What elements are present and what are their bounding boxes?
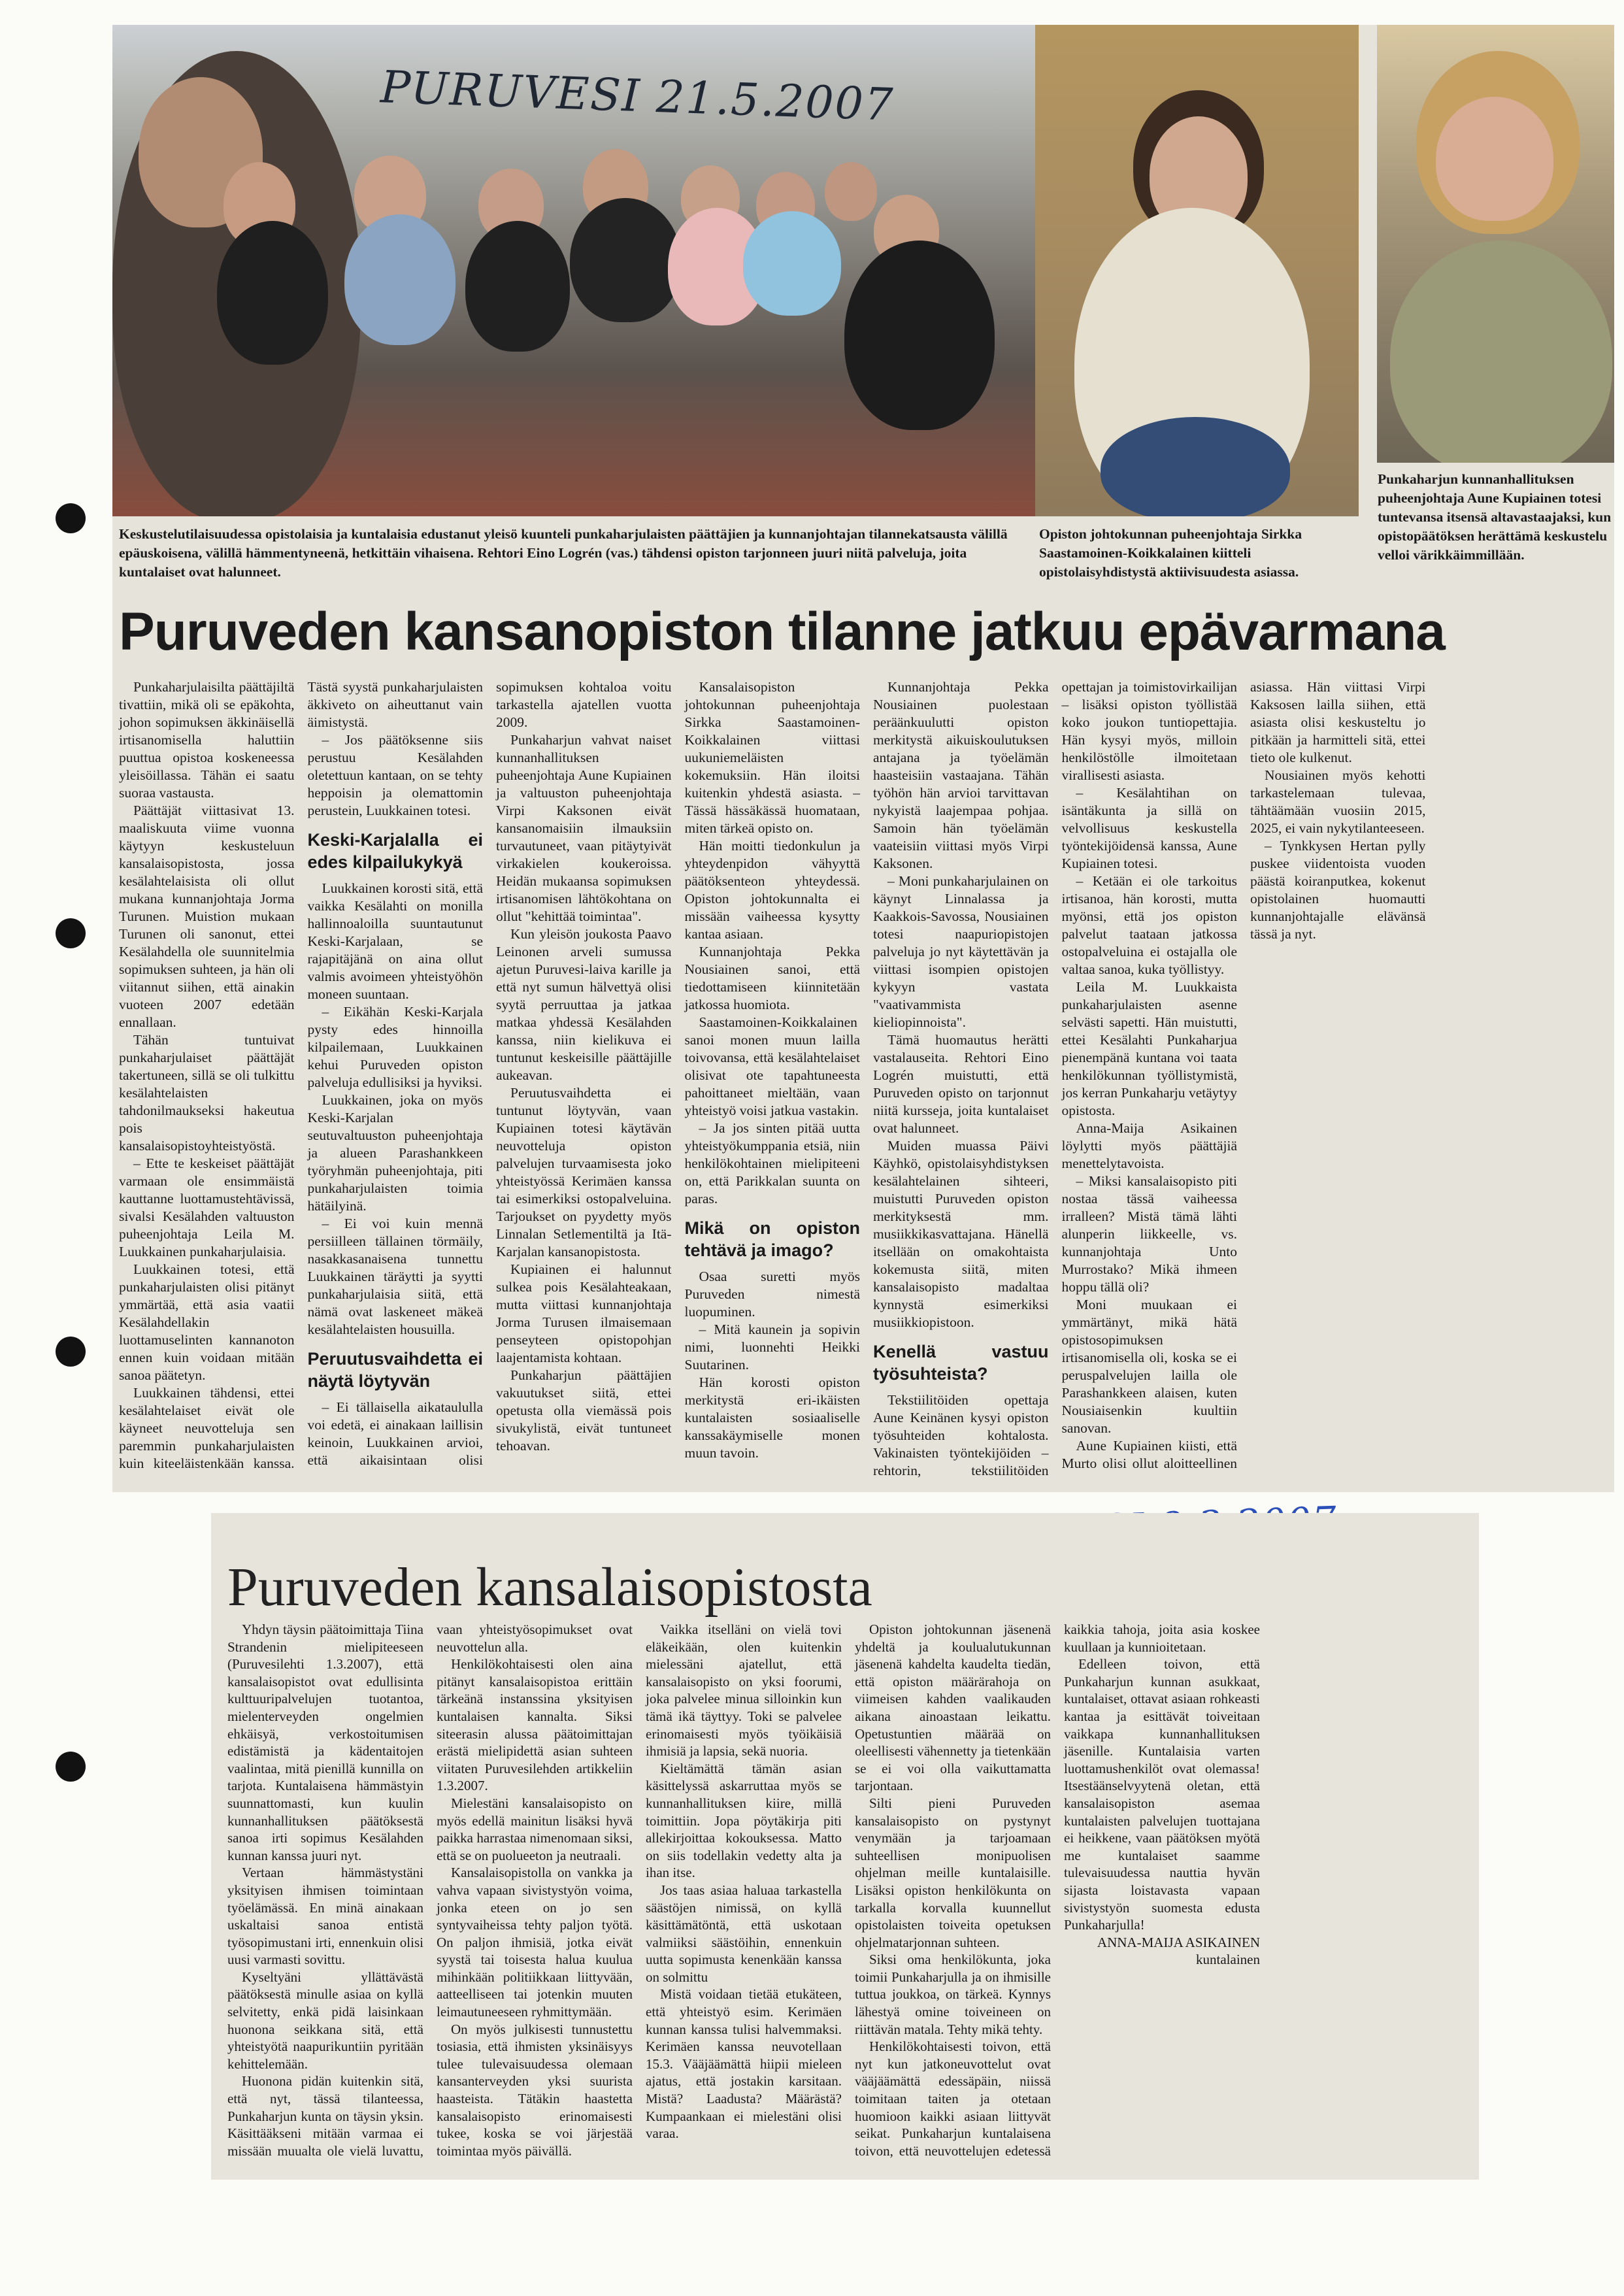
paragraph: Päättäjät viittasivat 13. maaliskuuta viime vuonna käytyyn keskusteluun kansalaisopistosta, jossa kesälahtelaisista oli ollut mukana kunnanjohtaja Jorma Turunen. Muistion mukaan Turunen oli sanonut, ettei Kesälahdella ole suunnitelmia sopimuksen suhteen, ja hän oli viitannut siihen, että ainakin vuoteen 2007 edetään ennallaan. [119, 803, 295, 1030]
letter-headline: Puruveden kansalaisopistosta [227, 1557, 872, 1618]
paragraph: – Ei tällaisella aikataululla voi edetä, ei ainakaan laillisin keinoin, Luukkainen arvioi, että aikaisintaan olisi sopimuksen kohtaloa voitu tarkastella ajatellen vuotta 2009. [307, 679, 672, 1468]
board-chair-speaking-photo [1377, 25, 1614, 463]
paragraph: Kun yleisön joukosta Paavo Leinonen arveli sumussa ajetun Puruvesi-laiva karille ja että nyt sumun hälvettyä olisi syytä perruuttaa ja jatkaa matkaa yhdessä Kesälahden kanssa, niin kielikuva ei tuntunut keskeisille päättäjille aukeavan. [496, 926, 672, 1083]
paragraph: Saastamoinen-Koikkalainen sanoi monen muun lailla toivovansa, että kesälahtelaiset olisivat ote tapahtuneesta pahoittaneet mieltään, vaan yhteistyö voisi jatkua vastakin. [684, 1014, 860, 1118]
paragraph: Tämä huomautus herätti vastalauseita. Rehtori Eino Logrén muistutti, että Puruveden opisto on tarjonnut niitä kursseja, joita kuntalaiset ovat halunneet. [873, 1032, 1049, 1136]
paragraph: Vertaan hämmästystäni yksityisen ihmisen toimintaan työelämässä. En minä ainakaan uskaltaisi sanoa entistä työsopimustani irti, ennenkuin olisi uusi varmasti sovittu. [227, 1865, 423, 1968]
paragraph: Kupiainen ei halunnut sulkea pois Kesälahteakaan, mutta viittasi kunnanjohtaja Jorma Turusen ilmaisemaan penseyteen opistopohjan laajentamista kohtaan. [496, 1261, 672, 1365]
paragraph: Mielestäni kansalaisopisto on myös edellä mainitun lisäksi hyvä paikka harrastaa nimenomaan siksi, että se on puolueeton ja neutraali. [437, 1795, 633, 1863]
paragraph: Punkaharjulaisilta päättäjiltä tivattiin, mikä oli se epäkohta, johon sopimuksen äkkinäisellä irtisanomisella haluttiin puuttua opistoa koskeneessa yleisöillassa. Tähän ei saatu suoraa vastausta. [119, 679, 295, 801]
paragraph: Muiden muassa Päivi Käyhkö, opistolaisyhdistyksen kesälahtelainen sihteeri, muistutti Puruveden opiston merkityksestä mm. musiikkikasvattajana. Hänellä itsellään on omakohtaista kokemusta siitä, miten kansalaisopisto madaltaa kynnystä esimerkiksi musiikkiopistoon. [873, 1138, 1049, 1330]
paragraph: Huonona pidän kuitenkin sitä, että nyt, tässä tilanteessa, Punkaharjun kunta on täysin yksin. Käsittääkseni mitään varmaa ei missään muualta ole vielä luvattu, vaan yhteistyösopimukset ovat neuvottelun alla. [227, 1622, 633, 2159]
paragraph: Luukkainen totesi, että punkaharjulaisten olisi pitänyt ymmärtää, että asia vaatii Kesälahdellakin luottamuselinten kannanoton ennen kuin voidaan mitään sanoa päätetyn. [119, 1261, 295, 1383]
paragraph: Tähän tuntuivat punkaharjulaiset päättäjät takertuneen, sillä se oli tulkittu kesälahtelaisten tahdonilmaukseksi hakeutua pois kansalaisopistoyhteistyöstä. [119, 1032, 295, 1154]
paragraph: Kyseltyäni yllättävästä päätöksestä minulle asiaa on kyllä selvitetty, enkä pidä laisinkaan huonona seikkana sitä, että yhteistyötä naapurikuntiin pyritään kehittelemään. [227, 1969, 423, 2072]
paragraph: Kansalaisopiston johtokunnan puheenjohtaja Sirkka Saastamoinen-Koikkalainen viittasi uukuniemeläisten kokemuksiin. Hän iloitsi kuitenkin yhdestä asiasta. – Tässä hässäkässä huomataan, miten tärkeä opisto on. [684, 679, 860, 836]
photo-caption: Opiston johtokunnan puheenjohtaja Sirkka Saastamoinen-Koikkalainen kiitteli opistolaisyhdistystä aktiivisuudesta asiassa. [1039, 526, 1302, 580]
paragraph: Leila M. Luukkaista punkaharjulaisten asenne selvästi sapetti. Hän muistutti, ettei Kesälahti Punkaharjua pienempänä kuntana voi taata henkilökunnan työllistymistä, jos kerran Punkaharju vetäytyy opistosta. [1061, 979, 1237, 1118]
paragraph: Kunnanjohtaja Pekka Nousiainen puolestaan peräänkuulutti opiston merkitystä aikuiskoulutuksen antajana ja työelämän haasteisiin vastaajana. Tähän työhön hän arvioi tarvittavan nykyistä laajempaa pohjaa. Samoin hän työelämän vaateisiin viittasi myös Virpi Kaksonen. [873, 679, 1049, 871]
newspaper-clipping-article [112, 25, 1614, 1492]
paragraph: – Kesälahtihan on isäntäkunta ja sillä on velvollisuus keskustella työntekijöidensä kanssa, Aune Kupiainen totesi. [1061, 785, 1237, 871]
paragraph: – Moni punkaharjulainen on käynyt Linnalassa ja Kaakkois-Savossa, Nousiainen totesi naapuriopistojen palveluja jo nyt käytettävän ja viittasi isompien opistojen kykyyn vastata "vaativammista kieliopinnoista". [873, 873, 1049, 1030]
paragraph: – Ette te keskeiset päättäjät varmaan ole ensimmäistä kauttanne luottamustehtävissä, sivalsi Kesälahden valtuuston puheenjohtaja Leila M. Luukkainen punkaharjulaisia. [119, 1156, 295, 1259]
paragraph: Henkilökohtaisesti olen aina pitänyt kansalaisopistoa erittäin tärkeänä instanssina yksityisen kuntalaisen kannalta. Siksi siteerasin alussa päätoimittajan erästä mielipidettä asian suhteen viitaten Puruvesilehden artikkeliin 1.3.2007. [437, 1656, 633, 1794]
subheading: Mikä on opiston tehtävä ja imago? [684, 1218, 860, 1260]
punch-hole [56, 918, 86, 948]
paragraph: Peruutusvaihdetta ei tuntunut löytyvän, vaan Kupiainen totesi käytävän neuvotteluja opiston palvelujen turvaamisesta joko yhteistyössä Kerimäen kanssa tai esimerkiksi ostopalveluina. Tarjoukset on pyydetty myös Linnalan Setlementiltä ja Itä-Karjalan kansanopistosta. [496, 1085, 672, 1259]
paragraph: – Eikähän Keski-Karjala pysty edes hinnoilla kilpailemaan, Luukkainen kehui Puruveden opiston palveluja edullisiksi ja hyviksi. [307, 1004, 483, 1090]
paragraph: Luukkainen tähdensi, ettei kesälahtelaiset eivät ole käyneet neuvotteluja sen paremmin punkaharjulaisten kuin kiteeläistenkään kanssa. Tästä syystä punkaharjulaisten äkkiveto on aiheuttanut vain äimistystä. [119, 679, 483, 1471]
paragraph: Yhdyn täysin päätoimittaja Tiina Strandenin mielipiteeseen (Puruvesilehti 1.3.2007), että kansalaisopistot ovat edullisinta kulttuuripalvelujen tuotantoa, mielenterveyden ongelmien ehkäisyä, verkostoitumisen edistämistä ja kädentaitojen vaalintaa, mitä pienillä kunnilla on tarjota. Kuntalaisena hämmästyin suunnattomasti, kun kuulin kunnanhallituksen päätöksestä sanoa irti sopimus Kesälahden kunnan kanssa juuri nyt. [227, 1622, 423, 1863]
letter-body [227, 1621, 1469, 2170]
paragraph: Edelleen toivon, että Punkaharjun kunnan asukkaat, kuntalaiset, ottavat asiaan rohkeasti kantaa ja esittävät toiveitaan vaikkapa kunnanhallituksen jäsenille. Kuntalaisia varten luottamushenkilöt ovat olemassa! Itsestäänselvyytenä oletan, että kansalaisopiston asemaa kuntalaisten palvelujen tuottajana ei heikkene, vaan päätöksen myötä me kuntalaiset saamme tulevaisuudessa nauttia hyvän sijasta loistavasta vapaan sivistystyön suomesta edusta Punkaharjulla! [1064, 1656, 1260, 1933]
paragraph: Luukkainen korosti sitä, että vaikka Kesälahti on monilla hallinnoaloilla suuntautunut Keski-Karjalaan, se rajapitäjänä on aina ollut valmis avoimeen yhteistyöhön moneen suuntaan. [307, 880, 483, 1002]
handwritten-date: PURUVESI 21.5.2007 [379, 61, 895, 131]
punch-hole [56, 1752, 86, 1782]
paragraph: Osaa suretti myös Puruveden nimestä luopuminen. [684, 1269, 860, 1320]
paragraph: Luukkainen, joka on myös Keski-Karjalan seutuvaltuuston puheenjohtaja ja alueen Parashankkeen työryhmän puheenjohtaja, piti punkaharjulaisten toimia hätäilyinä. [307, 1092, 483, 1214]
punch-hole [56, 503, 86, 533]
author-title: kuntalainen [1196, 1952, 1260, 1968]
paragraph: – Mitä kaunein ja sopivin nimi, luonnehti Heikki Suutarinen. [684, 1322, 860, 1373]
photo-caption: Keskustelutilaisuudessa opistolaisia ja kuntalaisia edustanut yleisö kuunteli punkaharjulaisten päättäjien ja kunnanjohtajan tilannekatsausta välillä epäuskoisena, välillä hämmentyneenä, hetkittäin vihaisena. Rehtori Eino Logrén (vas.) tähdensi opiston tarjonneen juuri niitä palveluja, joita kuntalaiset ovat halunneet. [119, 526, 1008, 580]
paragraph: Henkilökohtaisesti toivon, että nyt kun jatkoneuvottelut ovat vääjäämättä edessäpäin, niissä toimitaan taiten ja otetaan huomioon kaikki asiaan liittyvät seikat. Punkaharjun kuntalaisena toivon, että neuvottelujen edetessä kaikkia tahoja, joita asia koskee kuullaan ja kunnioitetaan. [855, 1622, 1260, 2159]
chairperson-speaking-photo [1035, 25, 1359, 516]
paragraph: Anna-Maija Asikainen löylytti myös päättäjiä menettelytavoista. [1061, 1120, 1237, 1171]
paragraph: Punkaharjun vahvat naiset kunnanhallituksen puheenjohtaja Aune Kupiainen ja valtuuston puheenjohtaja Virpi Kaksonen eivät kansanomaisiin ilmauksiin turvautuneet, vaan pitäytyivät virkakielen koukeroissa. Heidän mukaansa sopimuksen irtisanomisen lähtökohtana on ollut "kehittää toimintaa". [496, 732, 672, 924]
article-body [119, 678, 1614, 1482]
subheading: Kenellä vastuu työsuhteista? [873, 1342, 1049, 1384]
subheading: Keski-Karjalalla ei edes kilpailukykyä [307, 830, 483, 872]
paragraph: Kansalaisopistolla on vankka ja vahva vapaan sivistystyön voima, jonka eteen on jo sen syntyvaiheissa tehty paljon työtä. On paljon ihmisiä, jotka eivät syystä tai toisesta halua kuulua mihinkään politiikkaan liittyvään, aatteelliseen tai jotenkin muuten leimautuneeseen ryhmittymään. [437, 1865, 633, 2020]
paragraph: – Tynkkysen Hertan pylly puskee viidentoista vuoden päästä koiranputkea, kokenut opistolainen huomautti kunnanjohtajalle elävänsä tässä ja nyt. [1250, 838, 1426, 942]
paragraph: On myös julkisesti tunnustettu tosiasia, että ihmisten yksinäisyys tulee tulevaisuudessa olemaan kansanterveyden yksi suurista haasteista. Tätäkin haastetta kansalaisopisto erinomaisesti tukee, koska se voi järjestää toimintaa myös päivällä. [437, 2021, 633, 2159]
photo-caption: Punkaharjun kunnanhallituksen puheenjohtaja Aune Kupiainen totesi tuntevansa itsensä altavastaajaksi, kun opistopäätöksen herättämä keskustelu velloi värikkäimmillään. [1378, 471, 1612, 563]
paragraph: Punkaharjun päättäjien vakuutukset siitä, ettei opetusta olla viemässä pois sivukylistä, eivät tuntuneet tehoavan. [496, 1367, 672, 1454]
paragraph: Mistä voidaan tietää etukäteen, että yhteistyö esim. Kerimäen kunnan kanssa tulisi halvemmaksi. Kerimäen kanssa neuvotellaan 15.3. Vääjäämättä hiipii mieleen ajatus, että jostakin karsitaan. Mistä? Laadusta? Määrästä? Kumpaankaan ei mielestäni olisi varaa. [646, 1986, 842, 2142]
paragraph: Kunnanjohtaja Pekka Nousiainen sanoi, että tiedottamiseen kiinnitetään jatkossa huomiota. [684, 944, 860, 1012]
paragraph: – Ei voi kuin mennä persiilleen tällainen törmäily, nasakkasanaisena tunnettu Luukkainen täräytti ja syytti punkaharjulaisia siitä, että nämä ovat laskeneet mäkeä kesälahtelaisten housuilla. [307, 1216, 483, 1337]
paragraph: – Miksi kansalaisopisto piti nostaa tässä vaiheessa irralleen? Mistä tämä lähti alunperin liikkeelle, vs. kunnanjohtaja Unto Murrostako? Mikä ihmeen hoppu tällä oli? [1061, 1173, 1237, 1295]
paragraph: Siksi oma henkilökunta, joka toimii Punkaharjulla ja on ihmisille tuttua joukkoa, on tärkeä. Kynnys lähestyä omine toiveineen on riittävän matala. Tehty mikä tehty. [855, 1952, 1051, 2037]
paragraph: Kieltämättä tämän asian käsittelyssä askarruttaa myös se kunnanhallituksen kiire, millä toimittiin. Jopa pöytäkirja piti allekirjoittaa kokouksessa. Matto on siis todellakin vedetty alta ja ihan itse. [646, 1760, 842, 1881]
paragraph: Opiston johtokunnan jäsenenä yhdeltä ja koulualutukunnan jäsenenä kahdelta kaudelta tiedän, että opiston määrärahoja on viimeisen kahden vaalikauden aikana ainoastaan leikattu. Opetustuntien määrää on oleellisesti vähennetty ja tietenkään se ei voi olla vaikuttamatta tarjontaan. [855, 1622, 1051, 1794]
punch-hole [56, 1337, 86, 1367]
paragraph: – Ketään ei ole tarkoitus irtisanoa, hän korosti, mutta myönsi, että jos opiston palvelut taataan jatkossa ostopalveluina ei ostajalla ole valtaa sanoa, kuka työllistyy. [1061, 873, 1237, 977]
subheading: Peruutusvaihdetta ei näytä löytyvän [307, 1349, 483, 1391]
paragraph: Vaikka itselläni on vielä tovi eläkeikään, olen kuitenkin mielessäni ajatellut, että kansalaisopisto on yksi foorumi, joka palvelee minua silloinkin kun tämä ikä täyttyy. Toki se palvelee erinomaisesti myös työikäisiä ihmisiä ja lapsia, sekä nuoria. [646, 1622, 842, 1759]
paragraph: Moni muukaan ei ymmärtänyt, mikä hätä opistosopimuksen irtisanomisella oli, koska se ei peruspalvelujen lailla ole Parashankkeen alaisen, kuten Nousiaisenkin kuultiin sanovan. [1061, 1297, 1237, 1436]
article-headline: Puruveden kansanopiston tilanne jatkuu epävarmana [119, 602, 1445, 661]
newspaper-clipping-letter [211, 1513, 1479, 2180]
paragraph: – Ja jos sinten pitää uutta yhteistyökumppania etsiä, niin henkilökohtainen mielipiteeni on, että Parikkalan suunta on paras. [684, 1120, 860, 1206]
paragraph: Hän moitti tiedonkulun ja yhteydenpidon vähyyttä päätöksenteon yhteydessä. Opiston johtokunnalta ei missään vaiheessa kysytty kantaa asiaan. [684, 838, 860, 942]
author-signature: ANNA-MAIJA ASIKAINEN [1097, 1934, 1260, 1950]
paragraph: Silti pieni Puruveden kansalaisopisto on pystynyt venymään ja tarjoamaan suhteellisen monipuolisen ohjelman meille kuntalaisille. Lisäksi opiston henkilökunta on tarkalla korvalla kuunnellut opistolaisten toiveita opetuksen ohjelmatarjonnan suhteen. [855, 1795, 1051, 1950]
paragraph: Tekstiilitöiden opettaja Aune Keinänen kysyi opiston työsuhteiden kohtalosta. Vakinaisten työntekijöiden – rehtorin, tekstiilitöiden opettajan ja toimistovirkailijan – lisäksi opiston työllistää koko joukon tuntiopettajia. Hän kysyi myös, milloin henkilöstölle ilmoitetaan virallisesti asiasta. [873, 679, 1237, 1478]
paragraph: – Jos päätöksenne siis perustuu Kesälahden oletettuun kantaan, on se tehty heppoisin ja olemattomin perustein, Luukkainen totesi. [307, 732, 483, 818]
paragraph: Hän korosti opiston merkitystä eri-ikäisten kuntalaisten sosiaaliselle kanssakäymiselle monen muun tavoin. [684, 1374, 860, 1461]
paragraph: Nousiainen myös kehotti tarkastelemaan tulevaa, tähtäämään vuosiin 2015, 2025, ei vain nykytilanteeseen. [1250, 767, 1426, 836]
paragraph: Aune Kupiainen kiisti, että Murto olisi ollut aloitteellinen asiassa. Hän viittasi Virpi Kaksosen lailla siihen, että asiasta olisi keskusteltu jo pitkään ja harmitteli sitä, ettei tieto ole kulkenut. [1061, 679, 1426, 1471]
paragraph: Jos taas asiaa haluaa tarkastella säästöjen nimissä, on kyllä käsittämätöntä, että uskotaan valmiiksi säästöihin, ennenkuin uutta sopimusta kenenkään kanssa on solmittu [646, 1882, 842, 1985]
